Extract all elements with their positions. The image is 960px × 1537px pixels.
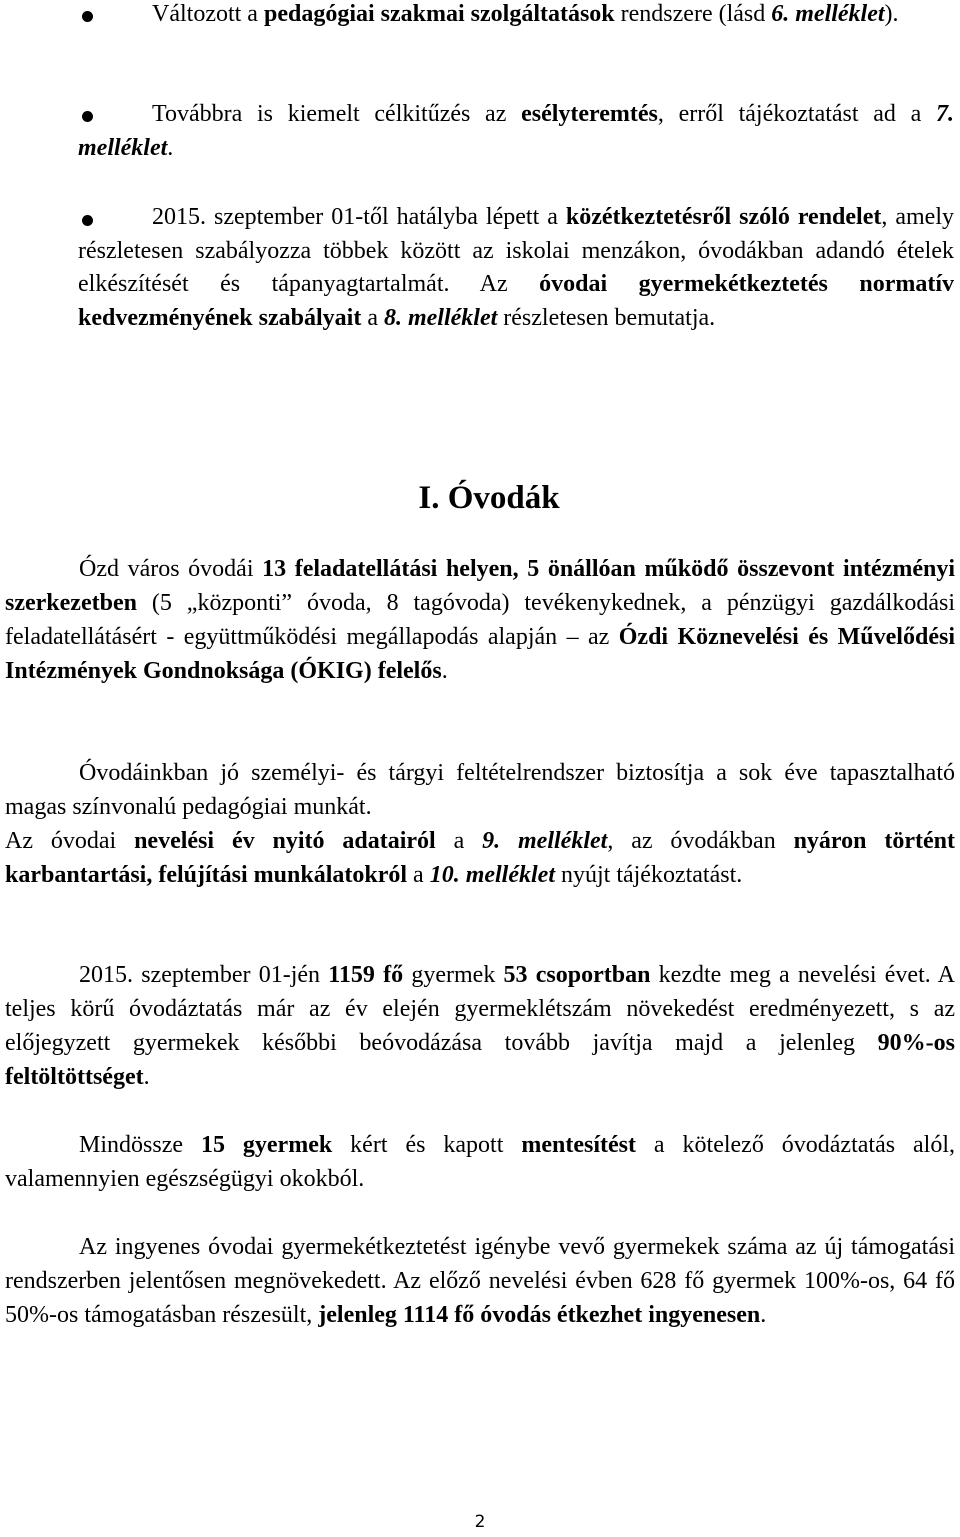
text-run: 8. melléklet xyxy=(383,304,498,331)
text-run: közétkeztetésről szóló rendelet xyxy=(565,204,882,230)
text-run: . xyxy=(760,1302,767,1328)
text-run: részletesen bemutatja. xyxy=(497,304,716,331)
text-run: jelenleg 1114 fő óvodás étkezhet ingyenesen xyxy=(318,1302,761,1328)
paragraph xyxy=(5,824,955,892)
text-run: , erről tájékoztatást ad a xyxy=(657,101,936,127)
text-run: , az óvodákban xyxy=(607,828,794,854)
text-run: Változott a xyxy=(152,1,264,27)
bullet-text xyxy=(78,97,954,165)
text-run: rendszere (lásd xyxy=(614,1,772,27)
text-run: óvodai gyermekétkeztetés normatív kedvezményének szabályait xyxy=(78,271,955,331)
text-run: (5 „központi” óvoda, 8 tagóvoda) tevékenykednek, a pénzügyi gazdálkodási feladatellátásért - együttműködési megállapodás alapján – az xyxy=(5,590,955,650)
section-heading: I. Óvodák xyxy=(418,480,560,516)
text-run: kezdte meg a nevelési évet. A teljes körű óvodáztatás már az év elején gyermeklétszám növekedést eredményezett, s az előjegyzett gyermekek későbbi beóvodázása tovább javítja majd a jelenleg xyxy=(5,962,955,1056)
text-run: Ózdi Köznevelési és Művelődési Intézmények Gondnoksága (ÓKIG) felelős xyxy=(5,624,955,684)
text-run: a xyxy=(435,828,483,854)
text-run: Az óvodai xyxy=(5,828,135,854)
text-run: ). xyxy=(884,1,899,27)
text-run: Mindössze xyxy=(79,1132,201,1158)
text-run: nyújt tájékoztatást. xyxy=(554,862,743,888)
text-run: 7. melléklet xyxy=(78,101,954,161)
text-run: 53 csoportban xyxy=(503,962,651,988)
text-run: , amely részletesen szabályozza többek között az iskolai menzákon, óvodákban adandó ételek elkészítését és tápanyagtartalmát. Az xyxy=(78,204,955,297)
text-run: nyáron történt karbantartási, felújítási munkálatokról xyxy=(5,828,956,888)
text-run: nevelési év nyitó adatairól xyxy=(134,828,436,854)
text-run: esélyteremtés xyxy=(521,101,658,127)
text-run: Óvodáinkban jó személyi- és tárgyi feltételrendszer biztosítja a sok éve tapasztalható magas színvonalú pedagógiai munkát. xyxy=(5,760,955,820)
text-run: 9. melléklet xyxy=(482,828,608,854)
page-number: 2 xyxy=(474,1512,486,1532)
bullet-text xyxy=(78,201,954,335)
text-run: 1159 fő xyxy=(328,962,404,988)
text-run: . xyxy=(143,1064,150,1090)
paragraph xyxy=(5,1230,955,1332)
text-run: a kötelező óvodáztatás alól, valamennyien egészségügyi okokból. xyxy=(5,1132,956,1192)
text-run: a xyxy=(407,862,430,888)
text-run: gyermek xyxy=(403,962,504,988)
text-run: . xyxy=(167,135,174,161)
text-run: a xyxy=(361,304,384,331)
paragraph xyxy=(5,756,955,824)
paragraph xyxy=(5,958,955,1094)
text-run: 90%-os feltöltöttséget xyxy=(5,1030,955,1090)
text-run: 15 gyermek xyxy=(200,1132,333,1158)
text-run: 10. melléklet xyxy=(429,862,555,888)
text-run: pedagógiai szakmai szolgáltatások xyxy=(263,1,615,27)
paragraph xyxy=(5,1128,955,1196)
text-run: Az ingyenes óvodai gyermekétkeztetést igénybe vevő gyermekek száma az új támogatási rendszerben jelentősen megnövekedett. Az előző nevelési évben 628 fő gyermek 100%-os, 64 fő 50%-os támogatásban részesült, xyxy=(5,1234,955,1328)
text-run: Továbbra is kiemelt célkitűzés az xyxy=(152,101,522,127)
text-run: Ózd város óvodái xyxy=(79,556,263,582)
text-run: mentesítést xyxy=(521,1132,636,1158)
text-run: . xyxy=(441,658,448,684)
paragraph xyxy=(5,552,955,688)
text-run: 13 feladatellátási helyen, 5 önállóan működő összevont intézményi szerkezetben xyxy=(5,556,956,616)
text-run: kért és kapott xyxy=(332,1132,522,1158)
text-run: 2015. szeptember 01-jén xyxy=(79,962,329,988)
text-run: 2015. szeptember 01-től hatályba lépett a xyxy=(152,204,566,230)
bullet-text xyxy=(78,0,954,31)
text-run: 6. melléklet xyxy=(771,1,885,27)
